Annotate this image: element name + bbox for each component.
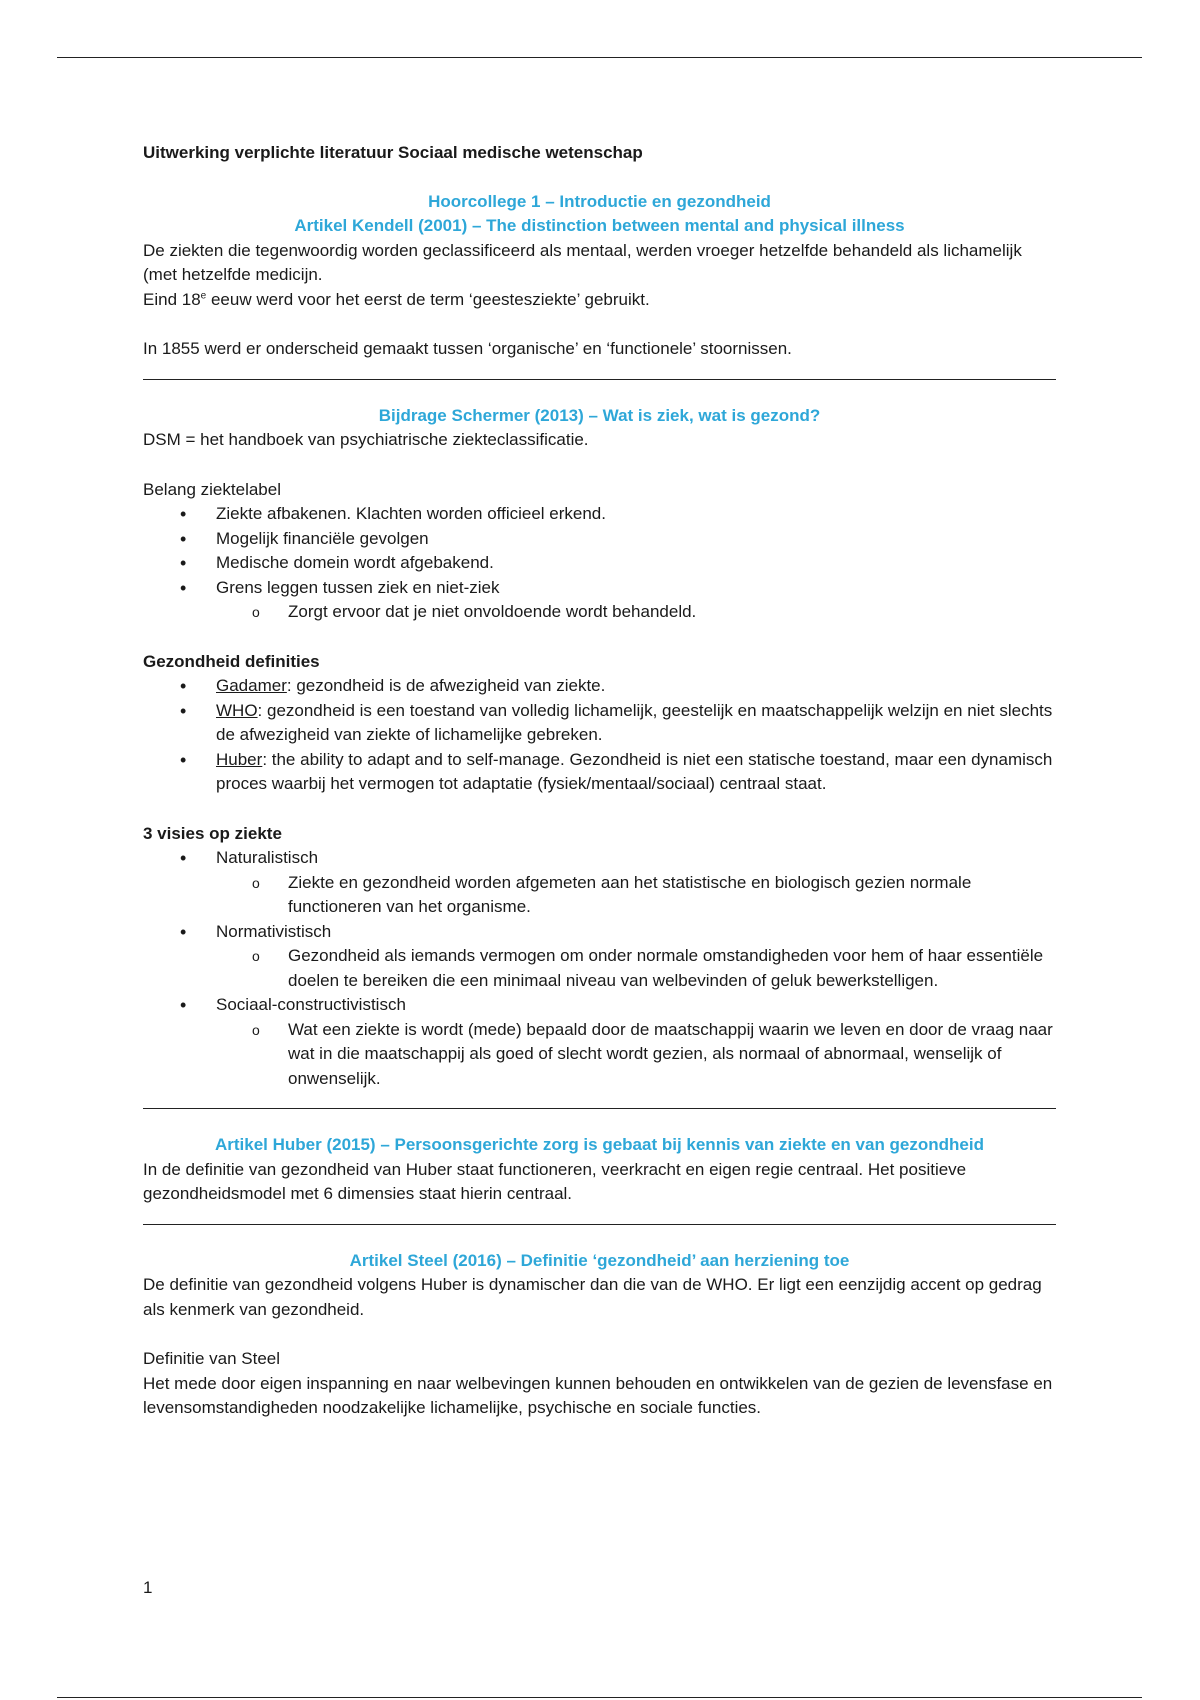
subheading: Gezondheid definities	[143, 651, 320, 671]
list-item-text: Normativistisch	[216, 921, 332, 941]
section-heading-kendell: Artikel Kendell (2001) – The distinction between mental and physical illness	[294, 216, 905, 235]
document-title: Uitwerking verplichte literatuur Sociaal medische wetenschap	[143, 143, 643, 162]
sub-list	[216, 1018, 1056, 1092]
list-item	[143, 699, 1056, 748]
page-number: 1	[143, 1578, 153, 1597]
text-span: Eind 18	[143, 289, 201, 309]
bullet-list	[143, 502, 1056, 625]
paragraph: De definitie van gezondheid volgens Huber is dynamischer dan die van de WHO. Er ligt een eenzijdig accent op gedrag als kenmerk van gezondheid.	[143, 1275, 1042, 1319]
sub-list-item: o Zorgt ervoor dat je niet onvoldoende wordt behandeld.	[216, 600, 1056, 625]
bullet-list	[143, 674, 1056, 797]
list-item: • Mogelijk financiële gevolgen	[143, 527, 1056, 552]
subheading: Definitie van Steel	[143, 1349, 281, 1368]
subheading: 3 visies op ziekte	[143, 823, 282, 843]
paragraph: De ziekten die tegenwoordig worden geclassificeerd als mentaal, werden vroeger hetzelfde behandeld als lichamelijk (met hetzelfde medicijn.	[143, 240, 1022, 284]
paragraph	[143, 288, 1056, 313]
bullet-list	[143, 846, 1056, 1091]
paragraph: In 1855 werd er onderscheid gemaakt tussen ‘organische’ en ‘functionele’ stoornissen.	[143, 339, 792, 358]
term: Gadamer	[216, 676, 287, 695]
definition-text: : gezondheid is de afwezigheid van ziekte.	[286, 676, 606, 695]
sub-list-item: o Wat een ziekte is wordt (mede) bepaald door de maatschappij waarin we leven en door de vraag naar wat in die maatschappij als goed of slecht wordt gezien, als normaal of abnormaal, wenselijk of onwenselijk.	[216, 1018, 1056, 1092]
section-heading-hoorcollege: Hoorcollege 1 – Introductie en gezondheid	[428, 191, 771, 211]
list-item	[143, 920, 1056, 994]
paragraph: DSM = het handboek van psychiatrische ziekteclassificatie.	[143, 430, 589, 449]
list-item	[143, 576, 1056, 625]
list-item: • Ziekte afbakenen. Klachten worden officieel erkend.	[143, 502, 1056, 527]
section-divider	[143, 1224, 1056, 1225]
sub-list	[216, 944, 1056, 993]
sub-list	[216, 871, 1056, 920]
sub-list-item: o Gezondheid als iemands vermogen om onder normale omstandigheden voor hem of haar essentiële doelen te bereiken die een minimaal niveau van welbevinden of geluk bewerkstelligen.	[216, 944, 1056, 993]
list-item-text: Sociaal-constructivistisch	[216, 995, 406, 1014]
paragraph: Het mede door eigen inspanning en naar welbevingen kunnen behouden en ontwikkelen van de gezien de levensfase en levensomstandigheden noodzakelijke lichamelijke, psychische en sociale functies.	[143, 1373, 1053, 1417]
section-divider	[143, 379, 1056, 380]
sub-list-item: o Ziekte en gezondheid worden afgemeten aan het statistische en biologisch gezien normale functioneren van het organisme.	[216, 871, 1056, 920]
paragraph: In de definitie van gezondheid van Huber staat functioneren, veerkracht en eigen regie centraal. Het positieve gezondheidsmodel met 6 dimensies staat hierin centraal.	[143, 1159, 967, 1203]
section-kendell	[143, 190, 1056, 362]
definition-text: : gezondheid is een toestand van volledig lichamelijk, geestelijk en maatschappelijk welzijn en niet slechts de afwezigheid van ziekte of lichamelijke gebreken.	[216, 700, 1053, 744]
term: WHO	[216, 700, 258, 720]
term: Huber	[216, 749, 263, 769]
section-schermer	[143, 404, 1056, 1092]
text-span: eeuw werd voor het eerst de term ‘geestesziekte’ gebruikt.	[206, 289, 650, 309]
section-heading-huber: Artikel Huber (2015) – Persoonsgerichte zorg is gebaat bij kennis van ziekte en van gezondheid	[214, 1135, 984, 1154]
subheading: Belang ziektelabel	[143, 479, 281, 499]
document-body	[143, 141, 1056, 1421]
list-item: • Medische domein wordt afgebakend.	[143, 551, 1056, 576]
definition-text: : the ability to adapt and to self-manage. Gezondheid is niet een statische toestand, maar een dynamisch proces waarbij het vermogen tot adaptatie (fysiek/mentaal/sociaal) centraal staat.	[216, 749, 1053, 793]
section-divider	[143, 1108, 1056, 1109]
section-huber	[143, 1133, 1056, 1207]
sub-list	[216, 600, 1056, 625]
list-item	[143, 674, 1056, 699]
list-item-text: Grens leggen tussen ziek en niet-ziek	[216, 577, 500, 597]
list-item	[143, 748, 1056, 797]
superscript: e	[200, 289, 207, 301]
section-heading-schermer: Bijdrage Schermer (2013) – Wat is ziek, wat is gezond?	[378, 405, 821, 425]
page-top-rule	[57, 57, 1142, 58]
list-item	[143, 993, 1056, 1091]
list-item-text: Naturalistisch	[216, 848, 319, 867]
page-bottom-rule	[57, 1697, 1142, 1698]
section-heading-steel: Artikel Steel (2016) – Definitie ‘gezondheid’ aan herziening toe	[349, 1250, 850, 1270]
list-item	[143, 846, 1056, 920]
section-steel	[143, 1249, 1056, 1421]
